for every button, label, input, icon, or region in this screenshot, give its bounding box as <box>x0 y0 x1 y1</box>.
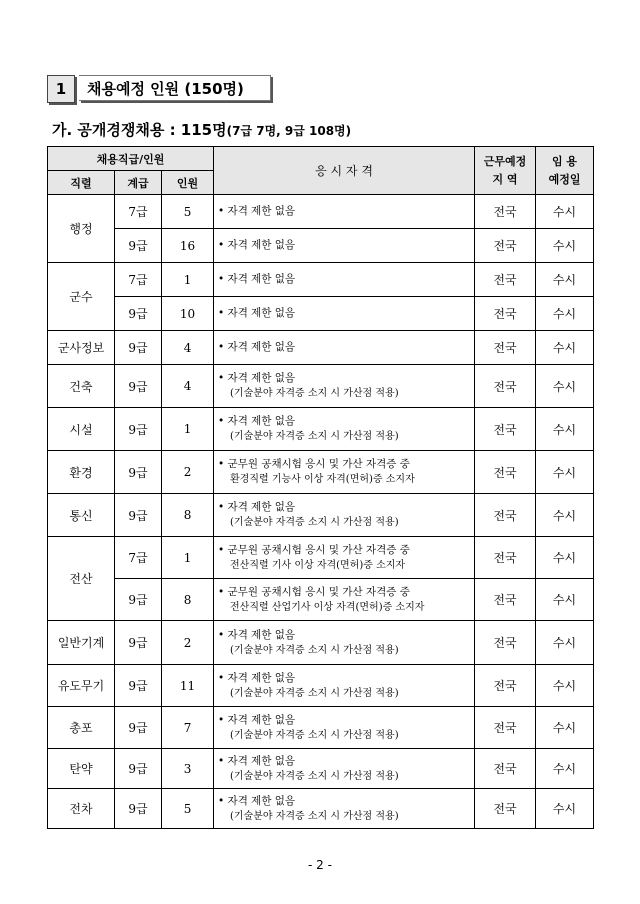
qualification-note: (기술분야 자격증 소지 시 가산점 적용) <box>230 388 399 399</box>
subheading-main: 가. 공개경쟁채용 : 115명 <box>52 121 227 139</box>
qualification-line: • 자격 제한 없음 <box>218 341 295 353</box>
qualification-note: (기술분야 자격증 소지 시 가산점 적용) <box>230 431 399 442</box>
qualification-line: • 자격 제한 없음 <box>218 501 295 513</box>
cell-date: 수시 <box>536 229 594 263</box>
cell-grade: 9급 <box>115 451 162 494</box>
cell-qualification <box>214 408 475 451</box>
cell-grade: 9급 <box>115 789 162 829</box>
cell-region: 전국 <box>475 263 536 297</box>
cell-field: 군수 <box>48 263 115 331</box>
cell-grade: 9급 <box>115 408 162 451</box>
cell-region: 전국 <box>475 494 536 537</box>
qualification-line: • 군무원 공채시험 응시 및 가산 자격증 중 <box>218 586 410 598</box>
cell-region: 전국 <box>475 229 536 263</box>
cell-grade: 9급 <box>115 579 162 621</box>
cell-count: 8 <box>162 579 214 621</box>
cell-region: 전국 <box>475 297 536 331</box>
table-row <box>48 408 594 451</box>
qualification-line: • 자격 제한 없음 <box>218 307 295 319</box>
cell-qualification <box>214 229 475 263</box>
qualification-line: • 자격 제한 없음 <box>218 672 295 684</box>
table-row <box>48 789 594 829</box>
qualification-line: • 자격 제한 없음 <box>218 273 295 285</box>
cell-count: 4 <box>162 365 214 408</box>
cell-region: 전국 <box>475 331 536 365</box>
qualification-note: (기술분야 자격증 소지 시 가산점 적용) <box>230 644 399 656</box>
cell-qualification <box>214 451 475 494</box>
cell-grade: 7급 <box>115 263 162 297</box>
cell-qualification <box>214 749 475 789</box>
cell-region: 전국 <box>475 365 536 408</box>
header-qualification: 응 시 자 격 <box>214 147 475 195</box>
recruitment-table <box>47 146 594 829</box>
header-region: 근무예정 지 역 <box>475 147 536 195</box>
cell-date: 수시 <box>536 621 594 665</box>
cell-date: 수시 <box>536 707 594 749</box>
table-row <box>48 365 594 408</box>
cell-field: 전차 <box>48 789 115 829</box>
qualification-line: • 자격 제한 없음 <box>218 755 295 767</box>
cell-count: 5 <box>162 789 214 829</box>
qualification-line: • 자격 제한 없음 <box>218 239 295 251</box>
table-row <box>48 707 594 749</box>
cell-qualification <box>214 537 475 579</box>
table-row <box>48 537 594 579</box>
qualification-note: 전산직렬 기사 이상 자격(면허)증 소지자 <box>230 559 406 571</box>
cell-date: 수시 <box>536 365 594 408</box>
header-group: 채용직급/인원 <box>48 147 214 171</box>
qualification-line: • 군무원 공채시험 응시 및 가산 자격증 중 <box>218 458 410 470</box>
cell-region: 전국 <box>475 621 536 665</box>
cell-region: 전국 <box>475 408 536 451</box>
cell-qualification <box>214 331 475 365</box>
cell-grade: 9급 <box>115 365 162 408</box>
header-field: 직렬 <box>48 171 115 195</box>
cell-grade: 7급 <box>115 537 162 579</box>
cell-date: 수시 <box>536 494 594 537</box>
cell-grade: 9급 <box>115 331 162 365</box>
page-number: - 2 - <box>308 858 332 872</box>
cell-region: 전국 <box>475 451 536 494</box>
cell-grade: 9급 <box>115 494 162 537</box>
table-row <box>48 229 594 263</box>
table-row <box>48 621 594 665</box>
qualification-line: • 군무원 공채시험 응시 및 가산 자격증 중 <box>218 544 410 556</box>
cell-grade: 9급 <box>115 297 162 331</box>
qualification-line: • 자격 제한 없음 <box>218 415 295 427</box>
cell-grade: 9급 <box>115 229 162 263</box>
cell-date: 수시 <box>536 408 594 451</box>
cell-field: 군사정보 <box>48 331 115 365</box>
table-row <box>48 195 594 229</box>
cell-region: 전국 <box>475 665 536 707</box>
cell-region: 전국 <box>475 537 536 579</box>
cell-count: 7 <box>162 707 214 749</box>
cell-qualification <box>214 579 475 621</box>
subheading-detail: (7급 7명, 9급 108명) <box>226 124 352 138</box>
cell-count: 2 <box>162 621 214 665</box>
cell-grade: 9급 <box>115 749 162 789</box>
cell-date: 수시 <box>536 749 594 789</box>
section-number: 1 <box>47 75 75 103</box>
cell-qualification <box>214 789 475 829</box>
qualification-note: (기술분야 자격증 소지 시 가산점 적용) <box>230 687 399 699</box>
cell-count: 8 <box>162 494 214 537</box>
cell-region: 전국 <box>475 749 536 789</box>
cell-count: 1 <box>162 408 214 451</box>
cell-count: 3 <box>162 749 214 789</box>
cell-count: 11 <box>162 665 214 707</box>
cell-date: 수시 <box>536 789 594 829</box>
cell-date: 수시 <box>536 263 594 297</box>
header-count: 인원 <box>162 171 214 195</box>
cell-qualification <box>214 297 475 331</box>
cell-grade: 9급 <box>115 621 162 665</box>
cell-field: 일반기계 <box>48 621 115 665</box>
table-row <box>48 331 594 365</box>
table-row <box>48 494 594 537</box>
cell-date: 수시 <box>536 297 594 331</box>
qualification-note: 환경직렬 기능사 이상 자격(면허)증 소지자 <box>230 474 415 485</box>
cell-qualification <box>214 263 475 297</box>
qualification-line: • 자격 제한 없음 <box>218 372 295 384</box>
cell-count: 1 <box>162 263 214 297</box>
cell-grade: 7급 <box>115 195 162 229</box>
cell-field: 행정 <box>48 195 115 263</box>
table-row <box>48 297 594 331</box>
section-title: 채용예정 인원 (150명) <box>79 75 271 101</box>
cell-field: 통신 <box>48 494 115 537</box>
cell-count: 10 <box>162 297 214 331</box>
qualification-note: (기술분야 자격증 소지 시 가산점 적용) <box>230 517 399 528</box>
qualification-note: 전산직렬 산업기사 이상 자격(면허)증 소지자 <box>230 601 425 613</box>
cell-region: 전국 <box>475 789 536 829</box>
cell-region: 전국 <box>475 707 536 749</box>
qualification-line: • 자격 제한 없음 <box>218 795 295 807</box>
cell-field: 총포 <box>48 707 115 749</box>
section-heading <box>47 75 275 105</box>
cell-date: 수시 <box>536 665 594 707</box>
cell-date: 수시 <box>536 537 594 579</box>
table-row <box>48 665 594 707</box>
table-row <box>48 451 594 494</box>
cell-count: 4 <box>162 331 214 365</box>
cell-date: 수시 <box>536 331 594 365</box>
cell-field: 전산 <box>48 537 115 621</box>
qualification-note: (기술분야 자격증 소지 시 가산점 적용) <box>230 729 399 741</box>
cell-qualification <box>214 494 475 537</box>
qualification-note: (기술분야 자격증 소지 시 가산점 적용) <box>230 770 399 782</box>
cell-count: 2 <box>162 451 214 494</box>
table-row <box>48 749 594 789</box>
cell-qualification <box>214 365 475 408</box>
cell-date: 수시 <box>536 579 594 621</box>
cell-region: 전국 <box>475 579 536 621</box>
cell-qualification <box>214 621 475 665</box>
cell-field: 유도무기 <box>48 665 115 707</box>
qualification-line: • 자격 제한 없음 <box>218 629 295 641</box>
table-row <box>48 263 594 297</box>
cell-count: 16 <box>162 229 214 263</box>
cell-grade: 9급 <box>115 665 162 707</box>
cell-field: 탄약 <box>48 749 115 789</box>
subheading <box>52 119 351 140</box>
cell-count: 1 <box>162 537 214 579</box>
cell-qualification <box>214 195 475 229</box>
table-row <box>48 579 594 621</box>
cell-count: 5 <box>162 195 214 229</box>
cell-grade: 9급 <box>115 707 162 749</box>
header-date: 임 용 예정일 <box>536 147 594 195</box>
cell-region: 전국 <box>475 195 536 229</box>
cell-qualification <box>214 665 475 707</box>
cell-field: 건축 <box>48 365 115 408</box>
header-grade: 계급 <box>115 171 162 195</box>
cell-field: 시설 <box>48 408 115 451</box>
qualification-line: • 자격 제한 없음 <box>218 714 295 726</box>
qualification-note: (기술분야 자격증 소지 시 가산점 적용) <box>230 810 399 822</box>
cell-qualification <box>214 707 475 749</box>
cell-date: 수시 <box>536 451 594 494</box>
cell-date: 수시 <box>536 195 594 229</box>
qualification-line: • 자격 제한 없음 <box>218 205 295 217</box>
cell-field: 환경 <box>48 451 115 494</box>
